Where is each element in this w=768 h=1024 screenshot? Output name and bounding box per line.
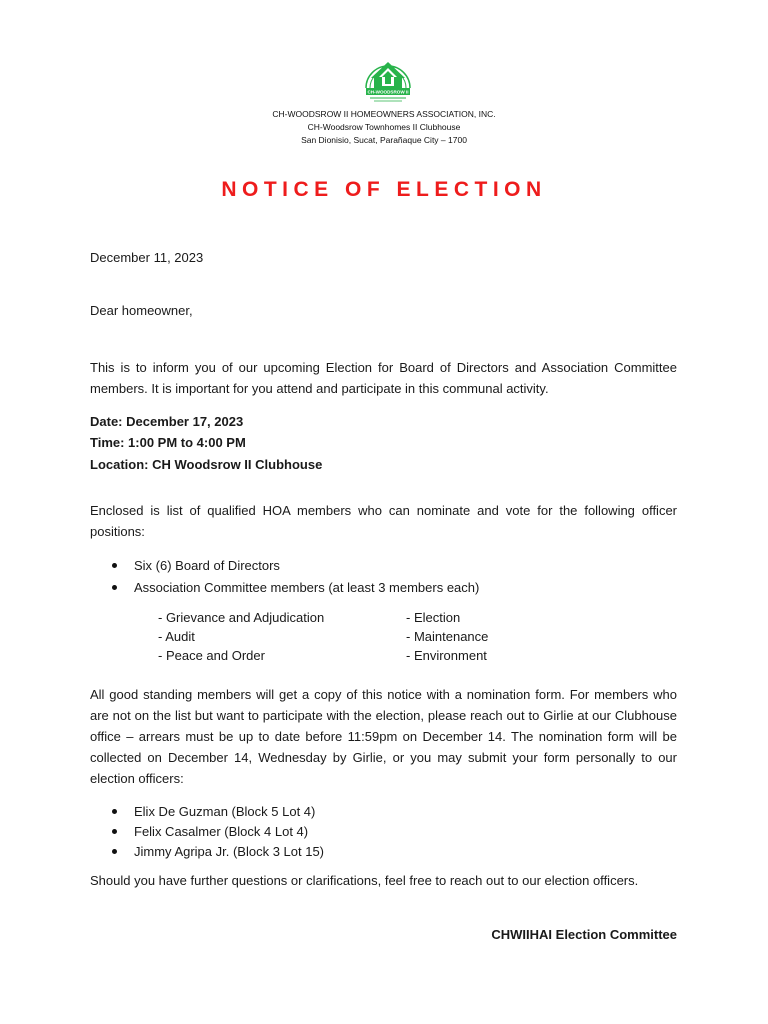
intro-paragraph: This is to inform you of our upcoming Election for Board of Directors and Association Committee members. It is important for you attend and participate in this communal activity. [90,360,677,396]
officer-item [112,842,324,862]
letter-date: December 11, 2023 [90,250,204,265]
address-line-1: CH-Woodsrow Townhomes II Clubhouse [307,122,461,132]
enclosed-paragraph: Enclosed is list of qualified HOA members who can nominate and vote for the following officer positions: [90,503,677,539]
committee-list-right [406,608,488,665]
address-line-2: San Dionisio, Sucat, Parañaque City – 1700 [301,135,467,145]
letterhead [184,108,584,147]
committee-list-left [158,608,324,665]
org-name: CH-WOODSROW II HOMEOWNERS ASSOCIATION, INC. [272,109,496,119]
position-label: Association Committee members (at least 3 members each) [134,580,480,595]
bullet-icon [112,849,117,854]
officer-item [112,802,315,822]
position-item [112,578,479,598]
officer-name: Jimmy Agripa Jr. (Block 3 Lot 15) [134,844,325,859]
committee-item: - Environment [406,648,487,663]
bullet-icon [112,829,117,834]
closing-paragraph: Should you have further questions or clarifications, feel free to reach out to our election officers. [90,873,639,888]
committee-item: - Audit [158,629,195,644]
notice-title: NOTICE OF ELECTION [221,178,547,201]
nomination-paragraph: All good standing members will get a copy of this notice with a nomination form. For members who are not on the list but want to participate with the election, please reach out to Girlie at our Clubhouse office – arrears must be up to date before 11:59pm on December 14. The nomination form will be collected on December 14, Wednesday by Girlie, or you may submit your form personally to our election officers: [90,687,677,786]
officer-name: Felix Casalmer (Block 4 Lot 4) [134,824,309,839]
committee-item: - Grievance and Adjudication [158,610,325,625]
committee-item: - Peace and Order [158,648,265,663]
event-location: Location: CH Woodsrow II Clubhouse [90,457,323,472]
bullet-icon [112,809,117,814]
event-date: Date: December 17, 2023 [90,414,244,429]
committee-item: - Election [406,610,461,625]
officer-name: Elix De Guzman (Block 5 Lot 4) [134,804,316,819]
signature: CHWIIHAI Election Committee [491,927,677,942]
event-time: Time: 1:00 PM to 4:00 PM [90,435,246,450]
position-item [112,556,280,576]
committee-item: - Maintenance [406,629,489,644]
bullet-icon [112,585,117,590]
bullet-icon [112,563,117,568]
association-logo [360,56,416,104]
position-label: Six (6) Board of Directors [134,558,280,573]
officer-item [112,822,308,842]
salutation: Dear homeowner, [90,303,193,318]
logo-text: CH-WOODSROW II [367,89,409,95]
